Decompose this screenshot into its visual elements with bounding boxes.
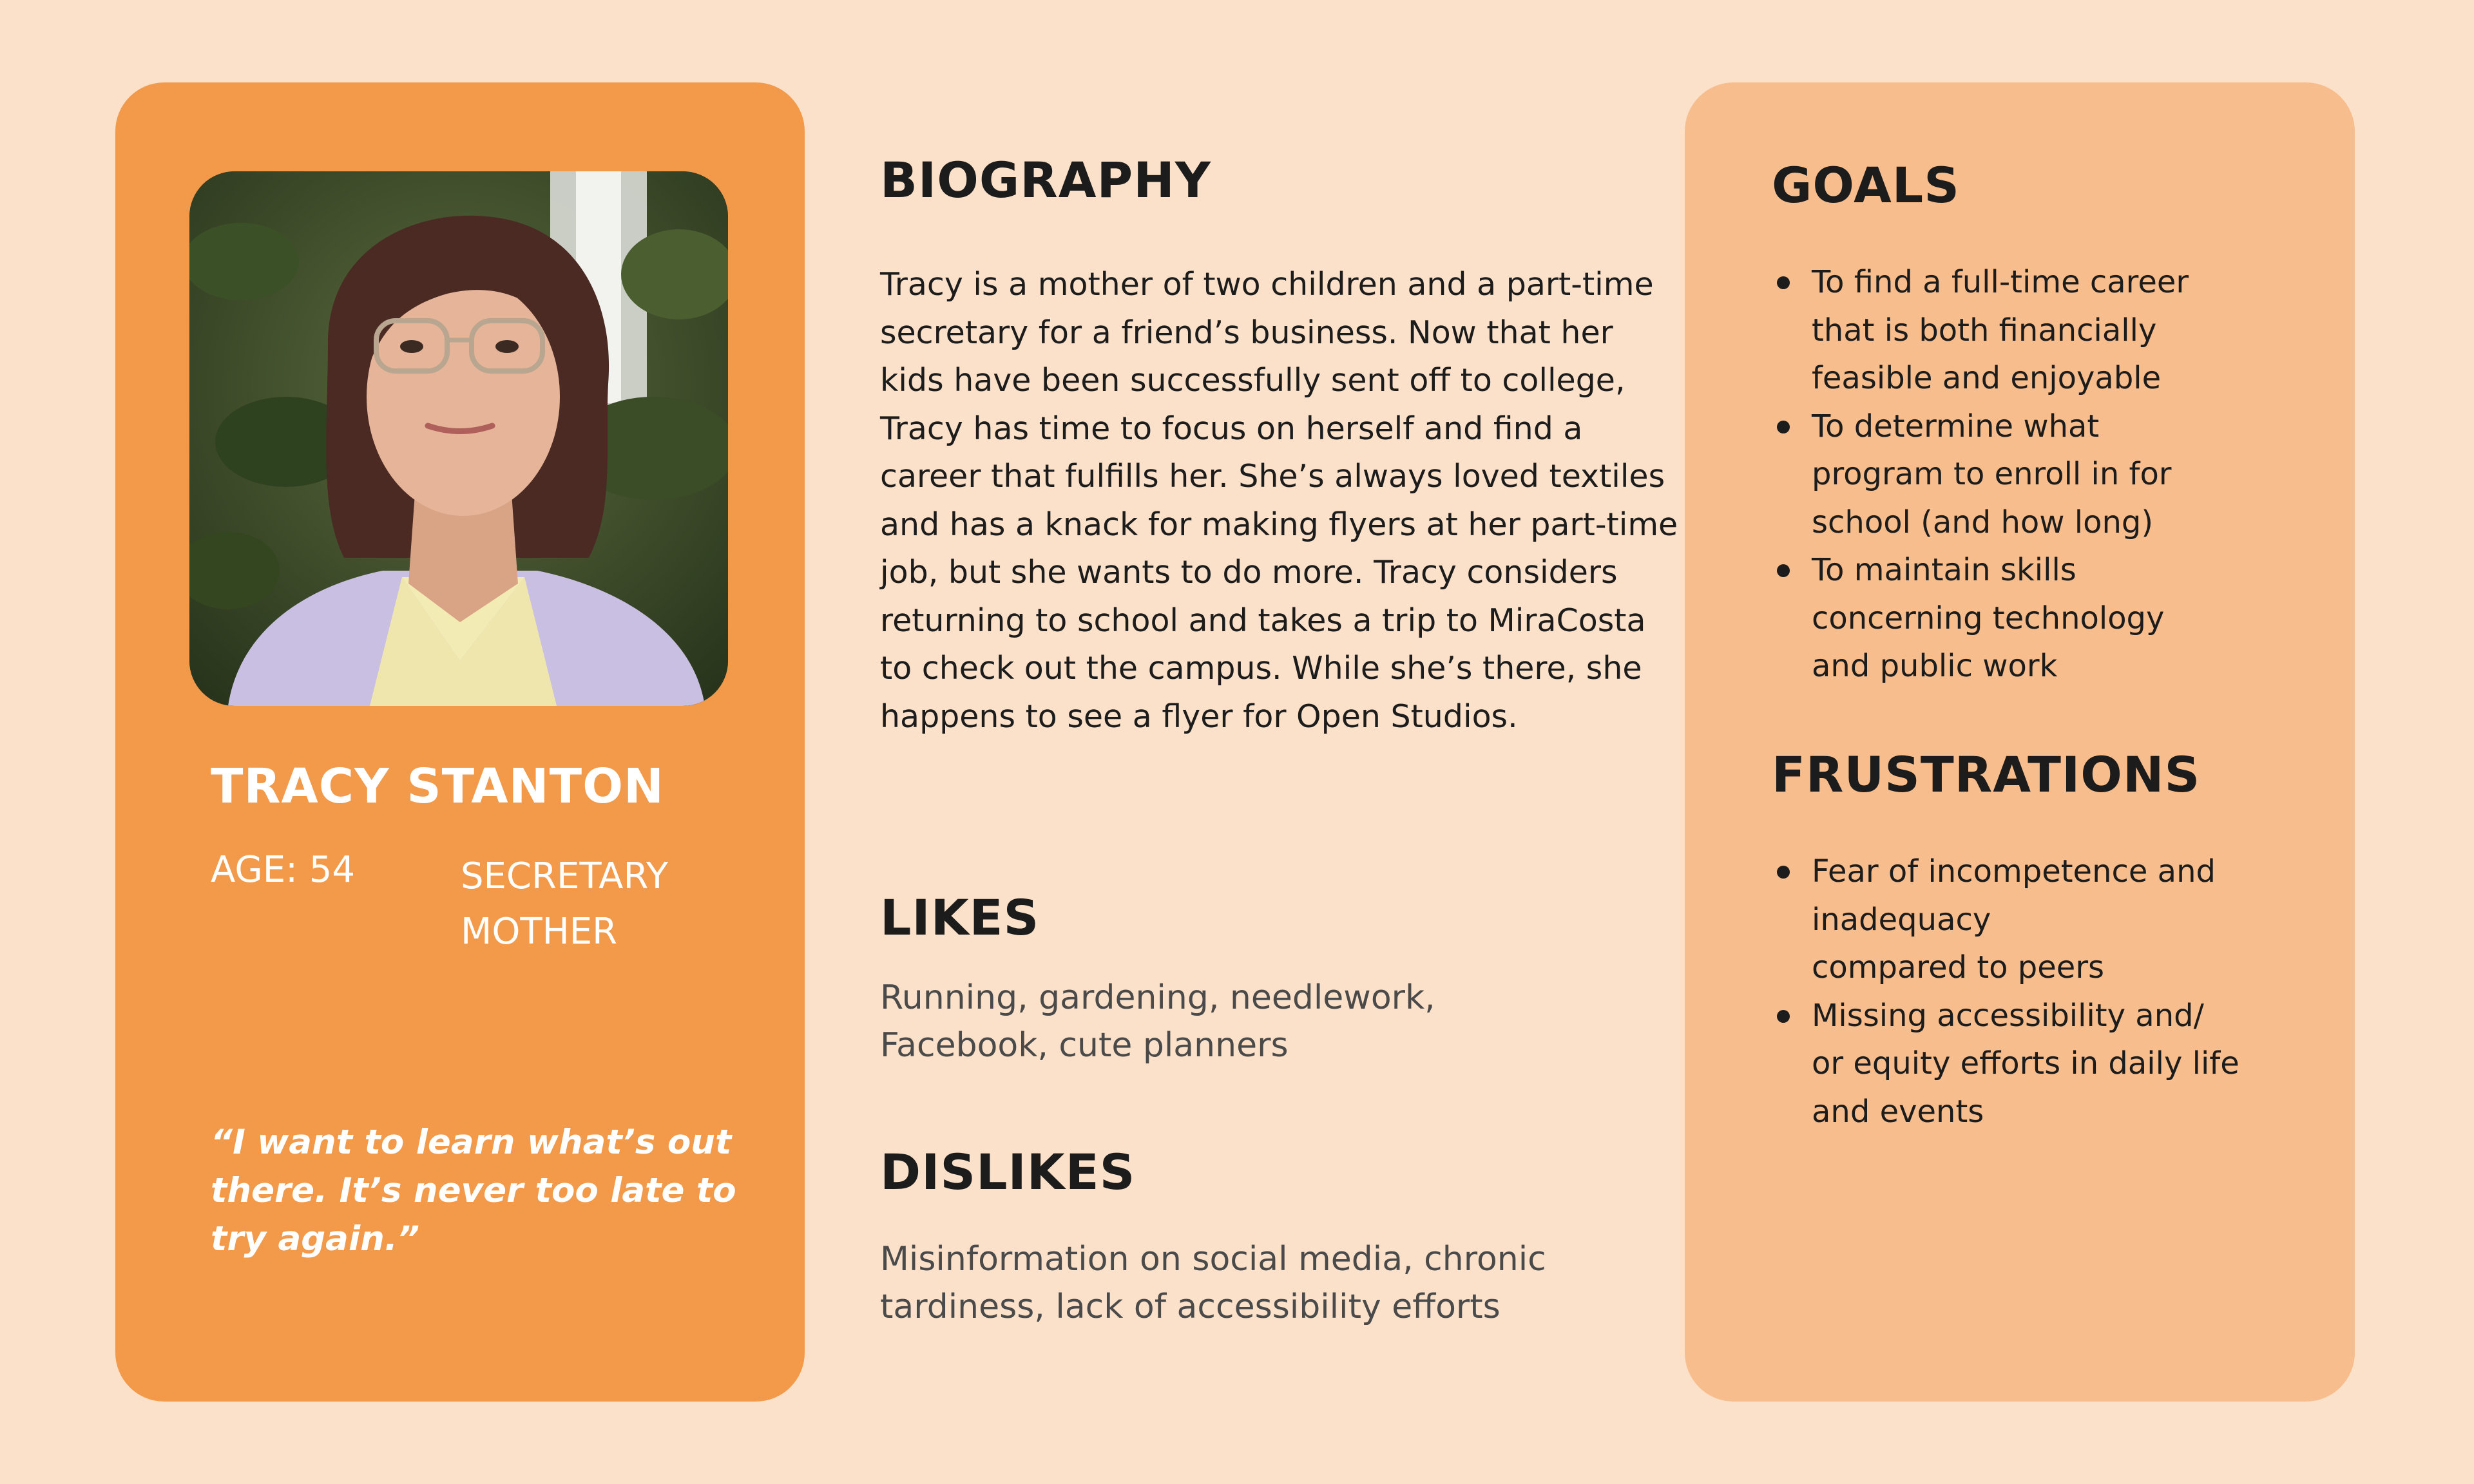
portrait-illustration	[189, 171, 728, 706]
biography-text	[880, 261, 1678, 741]
frustration-line: Missing accessibility and/	[1812, 997, 2204, 1034]
frustrations-list	[1772, 848, 2339, 1136]
frustrations-heading: FRUSTRATIONS	[1772, 746, 2201, 803]
goal-line: school (and how long)	[1812, 504, 2154, 540]
profile-photo	[189, 171, 728, 706]
dislikes-text	[880, 1235, 1576, 1331]
likes-line: Facebook, cute planners	[880, 1026, 1289, 1065]
biography-line: to check out the campus. While she’s there, she	[880, 650, 1642, 687]
goals-heading: GOALS	[1772, 157, 1960, 214]
biography-line: career that fulfills her. She’s always loved textiles	[880, 458, 1665, 495]
goals-list	[1772, 258, 2339, 690]
likes-heading: LIKES	[880, 889, 1040, 946]
likes-text	[880, 974, 1537, 1069]
goal-item	[1772, 546, 2339, 690]
biography-line: kids have been successfully sent off to college,	[880, 362, 1625, 399]
role-secretary: SECRETARY	[461, 855, 669, 897]
biography-heading: BIOGRAPHY	[880, 151, 1211, 209]
persona-age: AGE: 54	[211, 849, 356, 891]
frustration-line: Fear of incompetence and	[1812, 853, 2216, 889]
goal-line: concerning technology	[1812, 600, 2165, 636]
biography-line: Tracy is a mother of two children and a part-time	[880, 266, 1654, 303]
profile-card	[115, 82, 805, 1402]
goal-line: To maintain skills	[1812, 552, 2076, 588]
persona-name: TRACY STANTON	[211, 759, 664, 814]
goal-line: To determine what	[1812, 408, 2100, 444]
biography-line: Tracy has time to focus on herself and find a	[880, 410, 1583, 447]
biography-line: job, but she wants to do more. Tracy considers	[880, 554, 1618, 591]
frustration-line: inadequacy	[1812, 901, 1991, 938]
quote-line: there. It’s never too late to	[211, 1171, 736, 1210]
dislikes-heading: DISLIKES	[880, 1143, 1136, 1201]
role-mother: MOTHER	[461, 911, 618, 953]
biography-line: returning to school and takes a trip to MiraCosta	[880, 602, 1646, 639]
dislikes-line: tardiness, lack of accessibility efforts	[880, 1288, 1501, 1326]
goals-card	[1685, 82, 2355, 1402]
goal-line: and public work	[1812, 648, 2058, 684]
frustration-line: and events	[1812, 1093, 1984, 1130]
frustration-line: compared to peers	[1812, 949, 2105, 985]
goal-line: To find a full-time career	[1812, 264, 2189, 300]
biography-line: secretary for a friend’s business. Now that her	[880, 314, 1613, 351]
dislikes-line: Misinformation on social media, chronic	[880, 1240, 1546, 1279]
goal-line: feasible and enjoyable	[1812, 360, 2162, 396]
goal-line: program to enroll in for	[1812, 456, 2172, 492]
goal-item	[1772, 258, 2339, 403]
frustration-line: or equity efforts in daily life	[1812, 1045, 2239, 1081]
quote-line: “I want to learn what’s out	[211, 1123, 732, 1162]
biography-line: happens to see a flyer for Open Studios.	[880, 698, 1518, 735]
frustration-item	[1772, 992, 2339, 1136]
goal-item	[1772, 403, 2339, 547]
quote-line: try again.”	[211, 1219, 420, 1259]
persona-quote	[211, 1118, 736, 1263]
persona-roles	[461, 849, 668, 960]
likes-line: Running, gardening, needlework,	[880, 978, 1435, 1017]
frustration-item	[1772, 848, 2339, 992]
biography-line: and has a knack for making flyers at her part-time	[880, 506, 1678, 543]
goal-line: that is both financially	[1812, 312, 2157, 348]
